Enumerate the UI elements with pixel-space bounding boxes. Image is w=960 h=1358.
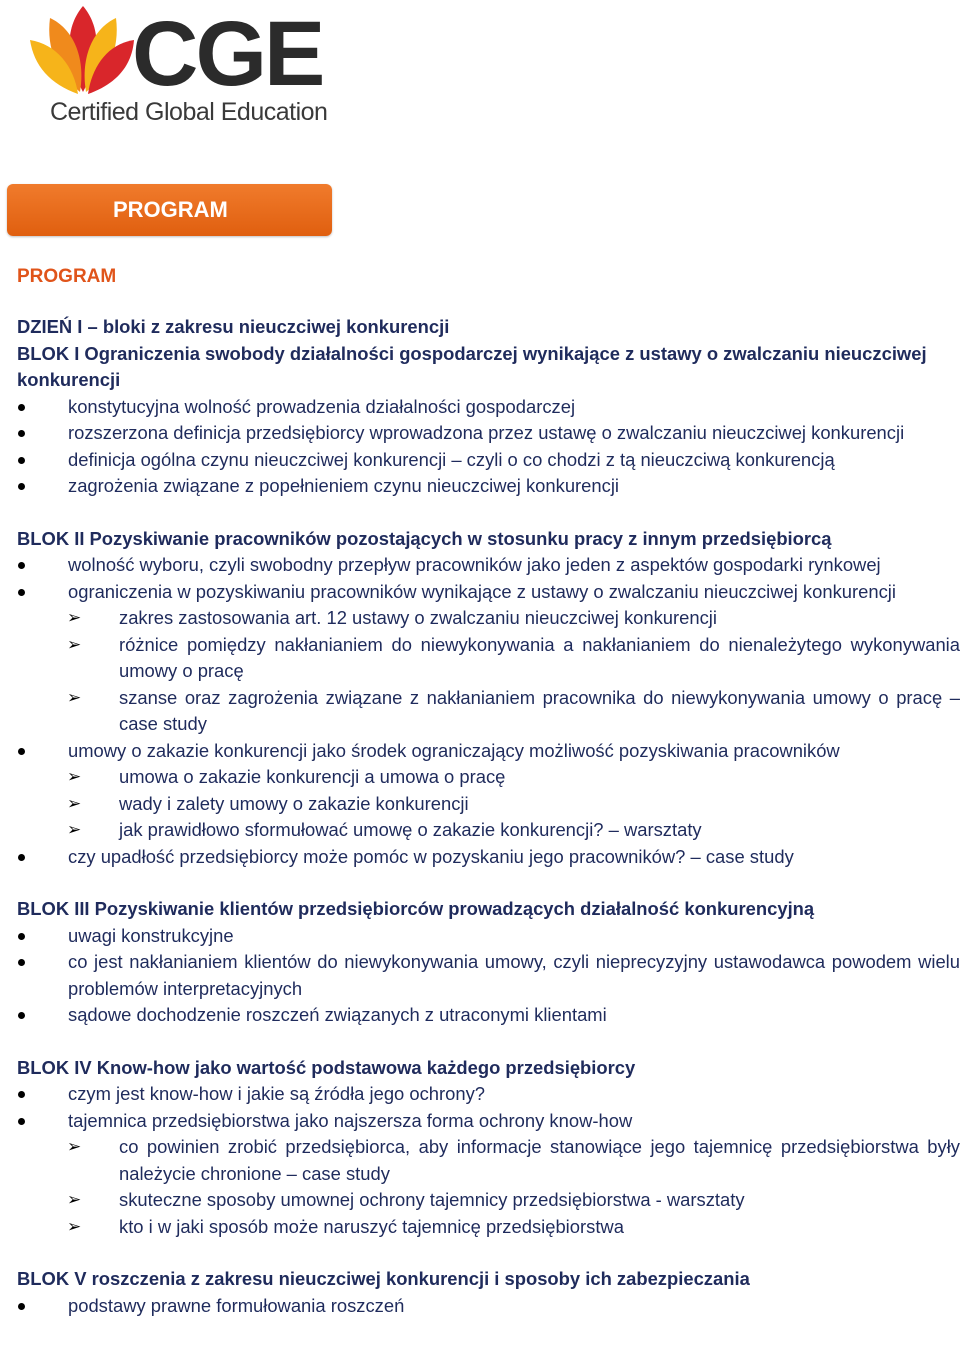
bullet-icon [18, 483, 25, 490]
bullet-icon [18, 854, 25, 861]
lotus-flower-icon [28, 4, 138, 100]
program-banner [7, 184, 332, 236]
list-item: uwagi konstrukcyjne [17, 923, 960, 950]
list-item: podstawy prawne formułowania roszczeń [17, 1293, 960, 1320]
bullet-icon [18, 1118, 25, 1125]
sub-item: ➢ co powinien zrobić przedsiębiorca, aby informacje stanowiące jego tajemnicę przedsiębiorstwa były należycie chronione – case study [67, 1136, 960, 1184]
list-item: zagrożenia związane z popełnieniem czynu nieuczciwej konkurencji [17, 473, 960, 500]
block-title: BLOK I Ograniczenia swobody działalności gospodarczej wynikające z ustawy o zwalczaniu nieuczciwej konkurencji [17, 342, 927, 390]
arrow-bullet-icon: ➢ [67, 1216, 82, 1237]
program-title: PROGRAM [17, 266, 117, 287]
bullet-icon [18, 1303, 25, 1310]
arrow-bullet-icon: ➢ [67, 1190, 82, 1210]
list-item: czy upadłość przedsiębiorcy może pomóc w pozyskaniu jego pracowników? – case study [17, 844, 960, 871]
list-item: konstytucyjna wolność prowadzenia działalności gospodarczej [17, 394, 960, 421]
arrow-bullet-icon: ➢ [67, 634, 82, 655]
sub-item: ➢ kto i w jaki sposób może naruszyć tajemnicę przedsiębiorstwa [17, 1214, 960, 1241]
bullet-icon [18, 1091, 25, 1098]
list-item: ograniczenia w pozyskiwaniu pracowników wynikające z ustawy o zwalczaniu nieuczciwej konkurencji [17, 579, 960, 606]
arrow-bullet-icon: ➢ [67, 793, 82, 814]
block-title: BLOK IV Know-how jako wartość podstawowa każdego przedsiębiorcy [17, 1056, 636, 1078]
bullet-icon [18, 404, 25, 411]
program-content [17, 314, 960, 1319]
list-item: definicja ogólna czynu nieuczciwej konkurencji – czyli o co chodzi z tą nieuczciwą konkurencją [17, 447, 960, 474]
bullet-icon [18, 562, 25, 569]
list-item: wolność wyboru, czyli swobodny przepływ pracowników jako jeden z aspektów gospodarki rynkowej [17, 552, 960, 579]
day-title: DZIEŃ I – bloki z zakresu nieuczciwej konkurencji [17, 316, 450, 337]
cge-logo [28, 4, 328, 128]
list-item: rozszerzona definicja przedsiębiorcy wprowadzona przez ustawę o zwalczaniu nieuczciwej konkurencji [17, 420, 960, 447]
arrow-bullet-icon: ➢ [67, 820, 82, 840]
bullet-icon [18, 430, 25, 437]
list-item: tajemnica przedsiębiorstwa jako najszersza forma ochrony know-how [17, 1108, 960, 1135]
arrow-bullet-icon: ➢ [67, 1137, 82, 1157]
arrow-bullet-icon: ➢ [67, 767, 82, 787]
logo-brand: CGE [132, 3, 323, 105]
bullet-icon [18, 933, 25, 940]
banner-label: PROGRAM [113, 197, 228, 222]
block-title: BLOK V roszczenia z zakresu nieuczciwej konkurencji i sposoby ich zabezpieczania [17, 1268, 750, 1289]
sub-item: ➢ zakres zastosowania art. 12 ustawy o zwalczaniu nieuczciwej konkurencji [17, 605, 960, 632]
sub-item: ➢ wady i zalety umowy o zakazie konkurencji [17, 791, 960, 818]
list-item: sądowe dochodzenie roszczeń związanych z utraconymi klientami [17, 1002, 960, 1029]
list-item: umowy o zakazie konkurencji jako środek ograniczający możliwość pozyskiwania pracowników [17, 738, 960, 765]
arrow-bullet-icon: ➢ [67, 608, 82, 628]
bullet-icon [18, 748, 25, 755]
block-title: BLOK III Pozyskiwanie klientów przedsiębiorców prowadzących działalność konkurencyjną [17, 898, 815, 919]
sub-item: ➢ różnice pomiędzy nakłanianiem do niewykonywania a nakłanianiem do nienależytego wykonywania umowy o pracę [67, 633, 960, 681]
bullet-icon [18, 589, 25, 596]
arrow-bullet-icon: ➢ [67, 687, 82, 708]
logo-subtitle: Certified Global Education [50, 98, 328, 126]
sub-item: ➢ umowa o zakazie konkurencji a umowa o pracę [17, 764, 960, 791]
block-title: BLOK II Pozyskiwanie pracowników pozostających w stosunku pracy z innym przedsiębiorcą [17, 527, 832, 549]
bullet-icon [18, 457, 25, 464]
list-item: co jest nakłanianiem klientów do niewykonywania umowy, czyli nieprecyzyjny ustawodawca powodem wielu problemów interpretacyjnych [17, 949, 960, 1002]
list-item: czym jest know-how i jakie są źródła jego ochrony? [17, 1081, 960, 1108]
sub-item: ➢ skuteczne sposoby umownej ochrony tajemnicy przedsiębiorstwa - warsztaty [17, 1187, 960, 1214]
bullet-icon [18, 959, 25, 966]
sub-item: ➢ szanse oraz zagrożenia związane z nakłanianiem pracownika do niewykonywania umowy o pracę – case study [67, 686, 960, 734]
bullet-icon [18, 1012, 25, 1019]
sub-item: ➢ jak prawidłowo sformułować umowę o zakazie konkurencji? – warsztaty [17, 817, 960, 844]
